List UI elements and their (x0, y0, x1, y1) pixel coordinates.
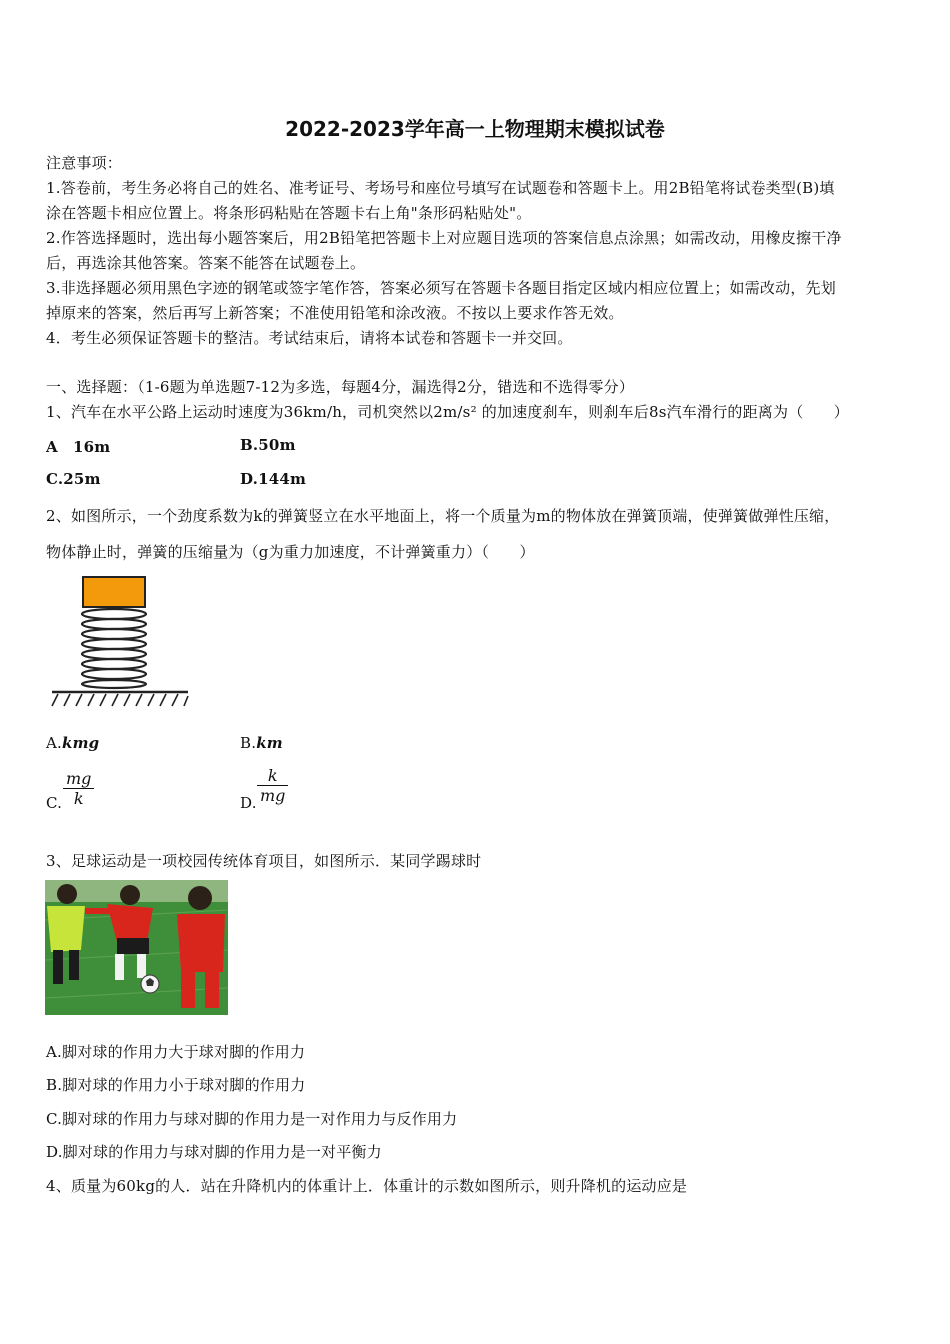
section-heading: 一、选择题：（1-6题为单选题7-12为多选，每题4分，漏选得2分，错选和不选得零分） (46, 378, 635, 396)
fraction-numerator: k (257, 766, 288, 786)
ground-hatching (52, 694, 188, 706)
page-title: 2022-2023学年高一上物理期末模拟试卷 (285, 117, 665, 141)
fraction-denominator: mg (260, 786, 286, 805)
q3-option-a: A.脚对球的作用力大于球对脚的作用力 (46, 1043, 306, 1061)
fraction-denominator: k (73, 789, 84, 808)
q2-option-c-fraction (63, 769, 94, 808)
football-photo (45, 880, 228, 1015)
notice-line: 4．考生必须保证答题卡的整洁。考试结束后，请将本试卷和答题卡一并交回。 (46, 329, 573, 347)
q2-stem-line2: 物体静止时，弹簧的压缩量为（g为重力加速度，不计弹簧重力）（ ） (46, 543, 535, 561)
q3-option-b: B.脚对球的作用力小于球对脚的作用力 (46, 1076, 306, 1094)
notice-line: 涂在答题卡相应位置上。将条形码粘贴在答题卡右上角"条形码粘贴处"。 (46, 204, 532, 222)
notice-line: 后，再选涂其他答案。答案不能答在试题卷上。 (46, 254, 366, 272)
q1-option-d: D.144m (240, 470, 307, 488)
notice-line: 1.答卷前，考生务必将自己的姓名、准考证号、考场号和座位号填写在试题卷和答题卡上。用2B铅笔将试卷类型(B)填 (46, 179, 835, 197)
q2-option-d-label: D. (240, 794, 257, 812)
spring-figure (50, 574, 190, 710)
q2-option-d-fraction (257, 766, 288, 805)
notice-line: 3.非选择题必须用黑色字迹的钢笔或签字笔作答，答案必须写在答题卡各题目指定区域内相应位置上；如需改动，先划 (46, 279, 836, 297)
q4-stem: 4、质量为60kg的人．站在升降机内的体重计上．体重计的示数如图所示，则升降机的运动应是 (46, 1177, 688, 1195)
q1-option-a: A 16m (46, 438, 111, 456)
notice-line: 2.作答选择题时，选出每小题答案后，用2B铅笔把答题卡上对应题目选项的答案信息点涂黑；如需改动，用橡皮擦干净 (46, 229, 842, 247)
q3-option-c: C.脚对球的作用力与球对脚的作用力是一对作用力与反作用力 (46, 1110, 458, 1128)
q3-stem: 3、足球运动是一项校园传统体育项目，如图所示．某同学踢球时 (46, 852, 482, 870)
q1-option-c: C.25m (46, 470, 101, 488)
q2-option-b-value: km (256, 734, 283, 752)
q2-option-a-value: kmg (62, 734, 100, 752)
q2-option-a (46, 734, 99, 752)
q2-option-b (240, 734, 283, 752)
q2-option-a-label: A. (46, 734, 63, 752)
q2-option-c-label: C. (46, 794, 63, 812)
q3-option-d: D.脚对球的作用力与球对脚的作用力是一对平衡力 (46, 1143, 382, 1161)
fraction-numerator: mg (63, 769, 94, 789)
notice-heading: 注意事项： (46, 154, 123, 172)
q2-option-b-label: B. (240, 734, 257, 752)
notice-line: 掉原来的答案，然后再写上新答案；不准使用铅笔和涂改液。不按以上要求作答无效。 (46, 304, 624, 322)
spring-coil (82, 609, 146, 688)
q1-stem: 1、汽车在水平公路上运动时速度为36km/h，司机突然以2m/s² 的加速度刹车，则刹车后8s汽车滑行的距离为（ ） (46, 403, 850, 421)
q2-stem-line1: 2、如图所示，一个劲度系数为k的弹簧竖立在水平地面上，将一个质量为m的物体放在弹簧顶端，使弹簧做弹性压缩， (46, 507, 840, 525)
spring-block (83, 577, 145, 607)
q1-option-b: B.50m (240, 436, 296, 454)
